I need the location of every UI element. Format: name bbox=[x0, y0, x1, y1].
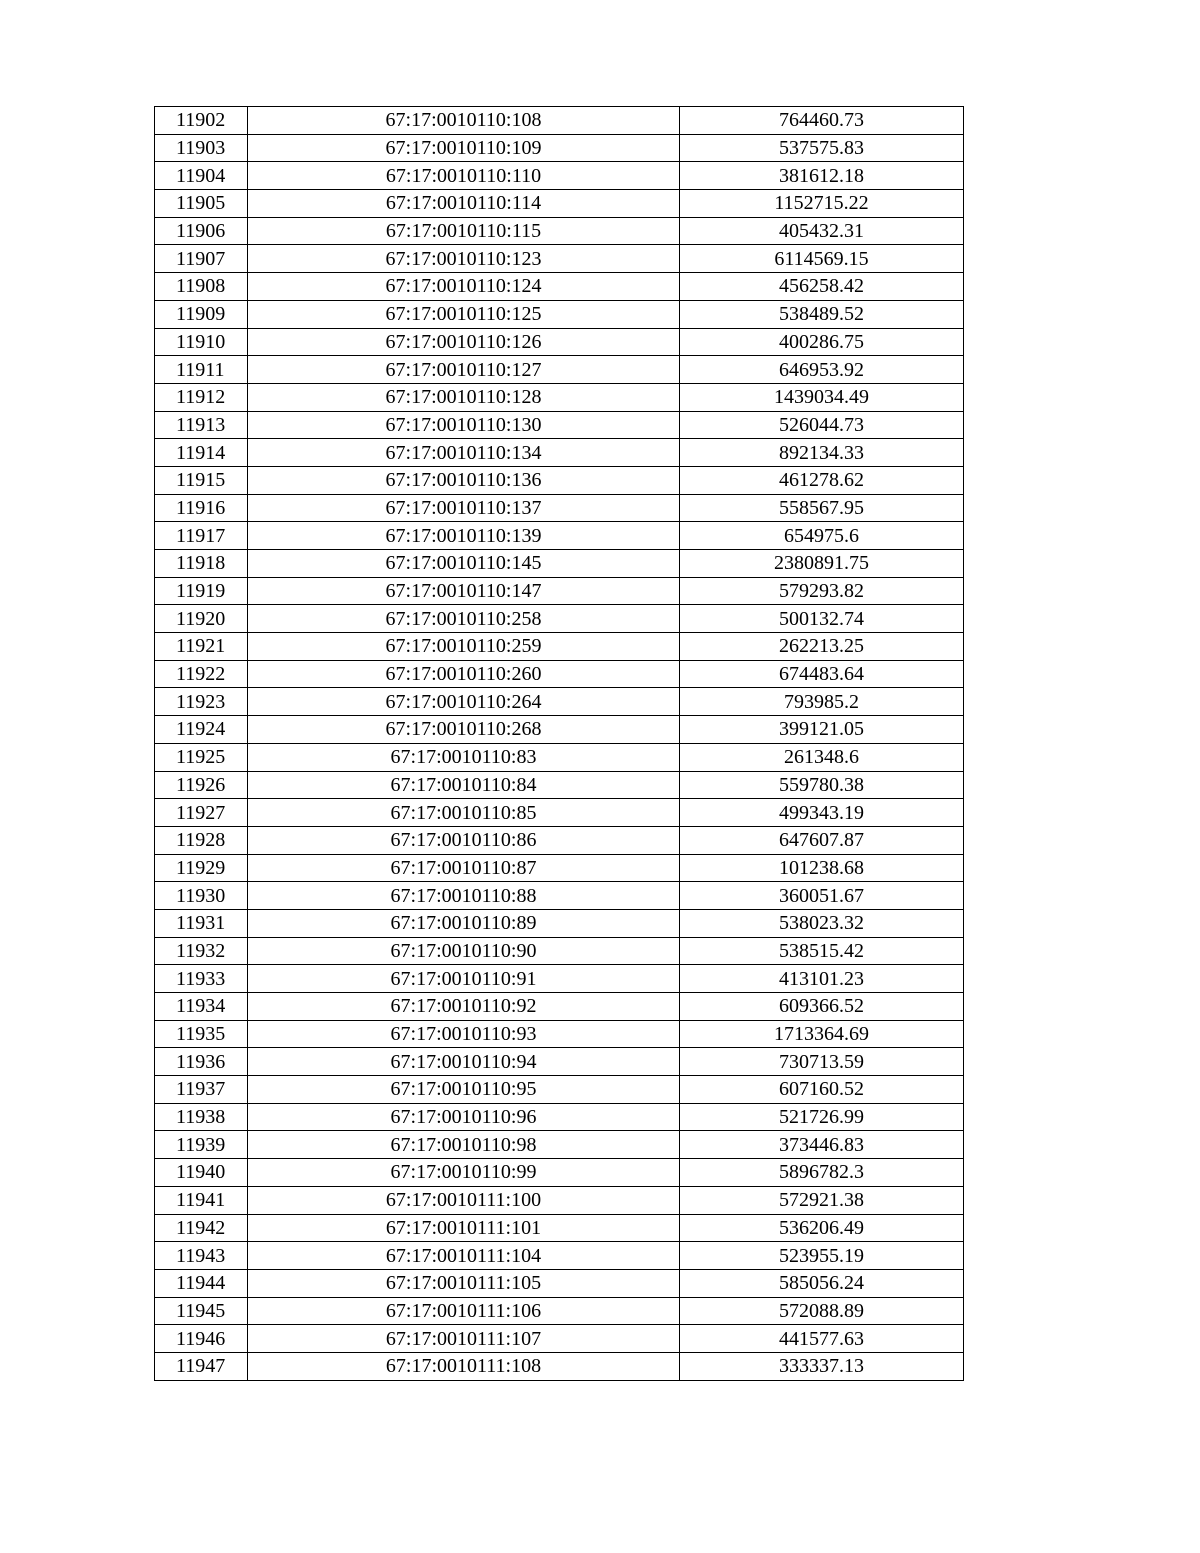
row-number-cell: 11945 bbox=[155, 1297, 248, 1325]
cadastral-number-cell: 67:17:0010110:125 bbox=[248, 300, 680, 328]
cadastral-number-cell: 67:17:0010110:114 bbox=[248, 190, 680, 218]
cadastral-value-cell: 674483.64 bbox=[680, 660, 964, 688]
cadastral-value-cell: 262213.25 bbox=[680, 633, 964, 661]
cadastral-number-cell: 67:17:0010110:147 bbox=[248, 577, 680, 605]
cadastral-number-cell: 67:17:0010110:259 bbox=[248, 633, 680, 661]
cadastral-number-cell: 67:17:0010110:99 bbox=[248, 1159, 680, 1187]
row-number-cell: 11923 bbox=[155, 688, 248, 716]
row-number-cell: 11931 bbox=[155, 909, 248, 937]
row-number-cell: 11905 bbox=[155, 190, 248, 218]
row-number-cell: 11940 bbox=[155, 1159, 248, 1187]
row-number-cell: 11922 bbox=[155, 660, 248, 688]
cadastral-value-cell: 5896782.3 bbox=[680, 1159, 964, 1187]
cadastral-value-cell: 360051.67 bbox=[680, 882, 964, 910]
table-row bbox=[155, 134, 964, 162]
cadastral-number-cell: 67:17:0010110:84 bbox=[248, 771, 680, 799]
cadastral-value-table bbox=[154, 106, 964, 1381]
row-number-cell: 11921 bbox=[155, 633, 248, 661]
table-row bbox=[155, 1186, 964, 1214]
cadastral-value-cell: 572921.38 bbox=[680, 1186, 964, 1214]
cadastral-number-cell: 67:17:0010110:110 bbox=[248, 162, 680, 190]
table-row bbox=[155, 1242, 964, 1270]
cadastral-value-cell: 413101.23 bbox=[680, 965, 964, 993]
cadastral-number-cell: 67:17:0010110:92 bbox=[248, 993, 680, 1021]
cadastral-value-cell: 1152715.22 bbox=[680, 190, 964, 218]
row-number-cell: 11903 bbox=[155, 134, 248, 162]
table-row bbox=[155, 411, 964, 439]
table-row bbox=[155, 688, 964, 716]
cadastral-number-cell: 67:17:0010111:107 bbox=[248, 1325, 680, 1353]
cadastral-number-cell: 67:17:0010110:137 bbox=[248, 494, 680, 522]
cadastral-value-cell: 536206.49 bbox=[680, 1214, 964, 1242]
table-row bbox=[155, 300, 964, 328]
row-number-cell: 11927 bbox=[155, 799, 248, 827]
row-number-cell: 11929 bbox=[155, 854, 248, 882]
row-number-cell: 11908 bbox=[155, 273, 248, 301]
cadastral-number-cell: 67:17:0010111:101 bbox=[248, 1214, 680, 1242]
table-row bbox=[155, 328, 964, 356]
table-row bbox=[155, 605, 964, 633]
cadastral-value-cell: 500132.74 bbox=[680, 605, 964, 633]
cadastral-number-cell: 67:17:0010111:106 bbox=[248, 1297, 680, 1325]
row-number-cell: 11928 bbox=[155, 826, 248, 854]
table-row bbox=[155, 245, 964, 273]
row-number-cell: 11907 bbox=[155, 245, 248, 273]
row-number-cell: 11939 bbox=[155, 1131, 248, 1159]
cadastral-number-cell: 67:17:0010110:87 bbox=[248, 854, 680, 882]
cadastral-number-cell: 67:17:0010110:86 bbox=[248, 826, 680, 854]
row-number-cell: 11918 bbox=[155, 550, 248, 578]
table-row bbox=[155, 1048, 964, 1076]
cadastral-value-cell: 538515.42 bbox=[680, 937, 964, 965]
table-row bbox=[155, 439, 964, 467]
row-number-cell: 11917 bbox=[155, 522, 248, 550]
cadastral-number-cell: 67:17:0010110:139 bbox=[248, 522, 680, 550]
row-number-cell: 11924 bbox=[155, 716, 248, 744]
cadastral-number-cell: 67:17:0010110:90 bbox=[248, 937, 680, 965]
cadastral-number-cell: 67:17:0010110:136 bbox=[248, 466, 680, 494]
cadastral-value-cell: 456258.42 bbox=[680, 273, 964, 301]
table-body bbox=[155, 107, 964, 1381]
cadastral-value-cell: 793985.2 bbox=[680, 688, 964, 716]
cadastral-number-cell: 67:17:0010111:104 bbox=[248, 1242, 680, 1270]
row-number-cell: 11916 bbox=[155, 494, 248, 522]
cadastral-value-cell: 892134.33 bbox=[680, 439, 964, 467]
row-number-cell: 11941 bbox=[155, 1186, 248, 1214]
row-number-cell: 11934 bbox=[155, 993, 248, 1021]
cadastral-value-cell: 647607.87 bbox=[680, 826, 964, 854]
row-number-cell: 11938 bbox=[155, 1103, 248, 1131]
cadastral-number-cell: 67:17:0010110:128 bbox=[248, 383, 680, 411]
table-row bbox=[155, 1352, 964, 1380]
cadastral-number-cell: 67:17:0010110:93 bbox=[248, 1020, 680, 1048]
cadastral-number-cell: 67:17:0010110:109 bbox=[248, 134, 680, 162]
cadastral-number-cell: 67:17:0010110:95 bbox=[248, 1076, 680, 1104]
row-number-cell: 11920 bbox=[155, 605, 248, 633]
row-number-cell: 11910 bbox=[155, 328, 248, 356]
row-number-cell: 11943 bbox=[155, 1242, 248, 1270]
row-number-cell: 11946 bbox=[155, 1325, 248, 1353]
cadastral-number-cell: 67:17:0010110:98 bbox=[248, 1131, 680, 1159]
table-row bbox=[155, 466, 964, 494]
table-row bbox=[155, 1020, 964, 1048]
cadastral-value-cell: 572088.89 bbox=[680, 1297, 964, 1325]
cadastral-value-cell: 559780.38 bbox=[680, 771, 964, 799]
cadastral-value-cell: 579293.82 bbox=[680, 577, 964, 605]
row-number-cell: 11930 bbox=[155, 882, 248, 910]
row-number-cell: 11915 bbox=[155, 466, 248, 494]
table-row bbox=[155, 522, 964, 550]
table-row bbox=[155, 909, 964, 937]
cadastral-number-cell: 67:17:0010110:108 bbox=[248, 107, 680, 135]
table-row bbox=[155, 799, 964, 827]
table-row bbox=[155, 854, 964, 882]
table-row bbox=[155, 550, 964, 578]
row-number-cell: 11937 bbox=[155, 1076, 248, 1104]
cadastral-value-cell: 523955.19 bbox=[680, 1242, 964, 1270]
cadastral-value-cell: 333337.13 bbox=[680, 1352, 964, 1380]
cadastral-value-cell: 558567.95 bbox=[680, 494, 964, 522]
cadastral-value-cell: 730713.59 bbox=[680, 1048, 964, 1076]
cadastral-value-cell: 441577.63 bbox=[680, 1325, 964, 1353]
table-row bbox=[155, 356, 964, 384]
cadastral-number-cell: 67:17:0010110:96 bbox=[248, 1103, 680, 1131]
row-number-cell: 11942 bbox=[155, 1214, 248, 1242]
cadastral-value-cell: 399121.05 bbox=[680, 716, 964, 744]
cadastral-value-cell: 400286.75 bbox=[680, 328, 964, 356]
table-row bbox=[155, 993, 964, 1021]
table-row bbox=[155, 1131, 964, 1159]
cadastral-value-cell: 526044.73 bbox=[680, 411, 964, 439]
row-number-cell: 11912 bbox=[155, 383, 248, 411]
row-number-cell: 11936 bbox=[155, 1048, 248, 1076]
row-number-cell: 11935 bbox=[155, 1020, 248, 1048]
cadastral-value-cell: 499343.19 bbox=[680, 799, 964, 827]
row-number-cell: 11906 bbox=[155, 217, 248, 245]
cadastral-value-cell: 764460.73 bbox=[680, 107, 964, 135]
table-row bbox=[155, 633, 964, 661]
row-number-cell: 11919 bbox=[155, 577, 248, 605]
cadastral-number-cell: 67:17:0010110:258 bbox=[248, 605, 680, 633]
cadastral-value-cell: 538023.32 bbox=[680, 909, 964, 937]
table-row bbox=[155, 882, 964, 910]
cadastral-number-cell: 67:17:0010110:130 bbox=[248, 411, 680, 439]
cadastral-value-cell: 538489.52 bbox=[680, 300, 964, 328]
cadastral-value-cell: 101238.68 bbox=[680, 854, 964, 882]
cadastral-number-cell: 67:17:0010110:123 bbox=[248, 245, 680, 273]
table-row bbox=[155, 965, 964, 993]
cadastral-value-cell: 1439034.49 bbox=[680, 383, 964, 411]
cadastral-number-cell: 67:17:0010111:108 bbox=[248, 1352, 680, 1380]
cadastral-value-cell: 1713364.69 bbox=[680, 1020, 964, 1048]
row-number-cell: 11933 bbox=[155, 965, 248, 993]
table-row bbox=[155, 716, 964, 744]
cadastral-value-cell: 2380891.75 bbox=[680, 550, 964, 578]
cadastral-number-cell: 67:17:0010110:94 bbox=[248, 1048, 680, 1076]
table-row bbox=[155, 1269, 964, 1297]
table-row bbox=[155, 826, 964, 854]
table-row bbox=[155, 1103, 964, 1131]
cadastral-number-cell: 67:17:0010110:145 bbox=[248, 550, 680, 578]
cadastral-value-cell: 646953.92 bbox=[680, 356, 964, 384]
cadastral-number-cell: 67:17:0010110:115 bbox=[248, 217, 680, 245]
table-row bbox=[155, 162, 964, 190]
cadastral-value-cell: 537575.83 bbox=[680, 134, 964, 162]
cadastral-value-cell: 585056.24 bbox=[680, 1269, 964, 1297]
row-number-cell: 11914 bbox=[155, 439, 248, 467]
cadastral-value-cell: 609366.52 bbox=[680, 993, 964, 1021]
cadastral-number-cell: 67:17:0010110:83 bbox=[248, 743, 680, 771]
cadastral-value-cell: 654975.6 bbox=[680, 522, 964, 550]
cadastral-number-cell: 67:17:0010110:124 bbox=[248, 273, 680, 301]
table-row bbox=[155, 1214, 964, 1242]
table-row bbox=[155, 190, 964, 218]
cadastral-value-cell: 373446.83 bbox=[680, 1131, 964, 1159]
cadastral-number-cell: 67:17:0010110:127 bbox=[248, 356, 680, 384]
cadastral-number-cell: 67:17:0010110:88 bbox=[248, 882, 680, 910]
cadastral-number-cell: 67:17:0010110:126 bbox=[248, 328, 680, 356]
table-row bbox=[155, 383, 964, 411]
cadastral-value-cell: 607160.52 bbox=[680, 1076, 964, 1104]
cadastral-number-cell: 67:17:0010110:264 bbox=[248, 688, 680, 716]
row-number-cell: 11902 bbox=[155, 107, 248, 135]
cadastral-value-cell: 461278.62 bbox=[680, 466, 964, 494]
cadastral-number-cell: 67:17:0010110:91 bbox=[248, 965, 680, 993]
cadastral-number-cell: 67:17:0010110:260 bbox=[248, 660, 680, 688]
cadastral-number-cell: 67:17:0010110:268 bbox=[248, 716, 680, 744]
row-number-cell: 11947 bbox=[155, 1352, 248, 1380]
table-row bbox=[155, 660, 964, 688]
cadastral-value-cell: 261348.6 bbox=[680, 743, 964, 771]
row-number-cell: 11911 bbox=[155, 356, 248, 384]
table-row bbox=[155, 1325, 964, 1353]
cadastral-value-cell: 381612.18 bbox=[680, 162, 964, 190]
row-number-cell: 11932 bbox=[155, 937, 248, 965]
cadastral-number-cell: 67:17:0010110:89 bbox=[248, 909, 680, 937]
table-row bbox=[155, 273, 964, 301]
cadastral-number-cell: 67:17:0010111:105 bbox=[248, 1269, 680, 1297]
row-number-cell: 11926 bbox=[155, 771, 248, 799]
table-row bbox=[155, 217, 964, 245]
cadastral-number-cell: 67:17:0010110:134 bbox=[248, 439, 680, 467]
table-row bbox=[155, 937, 964, 965]
table-row bbox=[155, 743, 964, 771]
table-row bbox=[155, 1159, 964, 1187]
cadastral-number-cell: 67:17:0010111:100 bbox=[248, 1186, 680, 1214]
row-number-cell: 11909 bbox=[155, 300, 248, 328]
row-number-cell: 11925 bbox=[155, 743, 248, 771]
table-row bbox=[155, 1297, 964, 1325]
table-row bbox=[155, 1076, 964, 1104]
row-number-cell: 11944 bbox=[155, 1269, 248, 1297]
table-row bbox=[155, 107, 964, 135]
row-number-cell: 11904 bbox=[155, 162, 248, 190]
cadastral-number-cell: 67:17:0010110:85 bbox=[248, 799, 680, 827]
table-row bbox=[155, 577, 964, 605]
cadastral-value-cell: 521726.99 bbox=[680, 1103, 964, 1131]
row-number-cell: 11913 bbox=[155, 411, 248, 439]
cadastral-value-cell: 405432.31 bbox=[680, 217, 964, 245]
table-row bbox=[155, 771, 964, 799]
table-row bbox=[155, 494, 964, 522]
cadastral-value-cell: 6114569.15 bbox=[680, 245, 964, 273]
